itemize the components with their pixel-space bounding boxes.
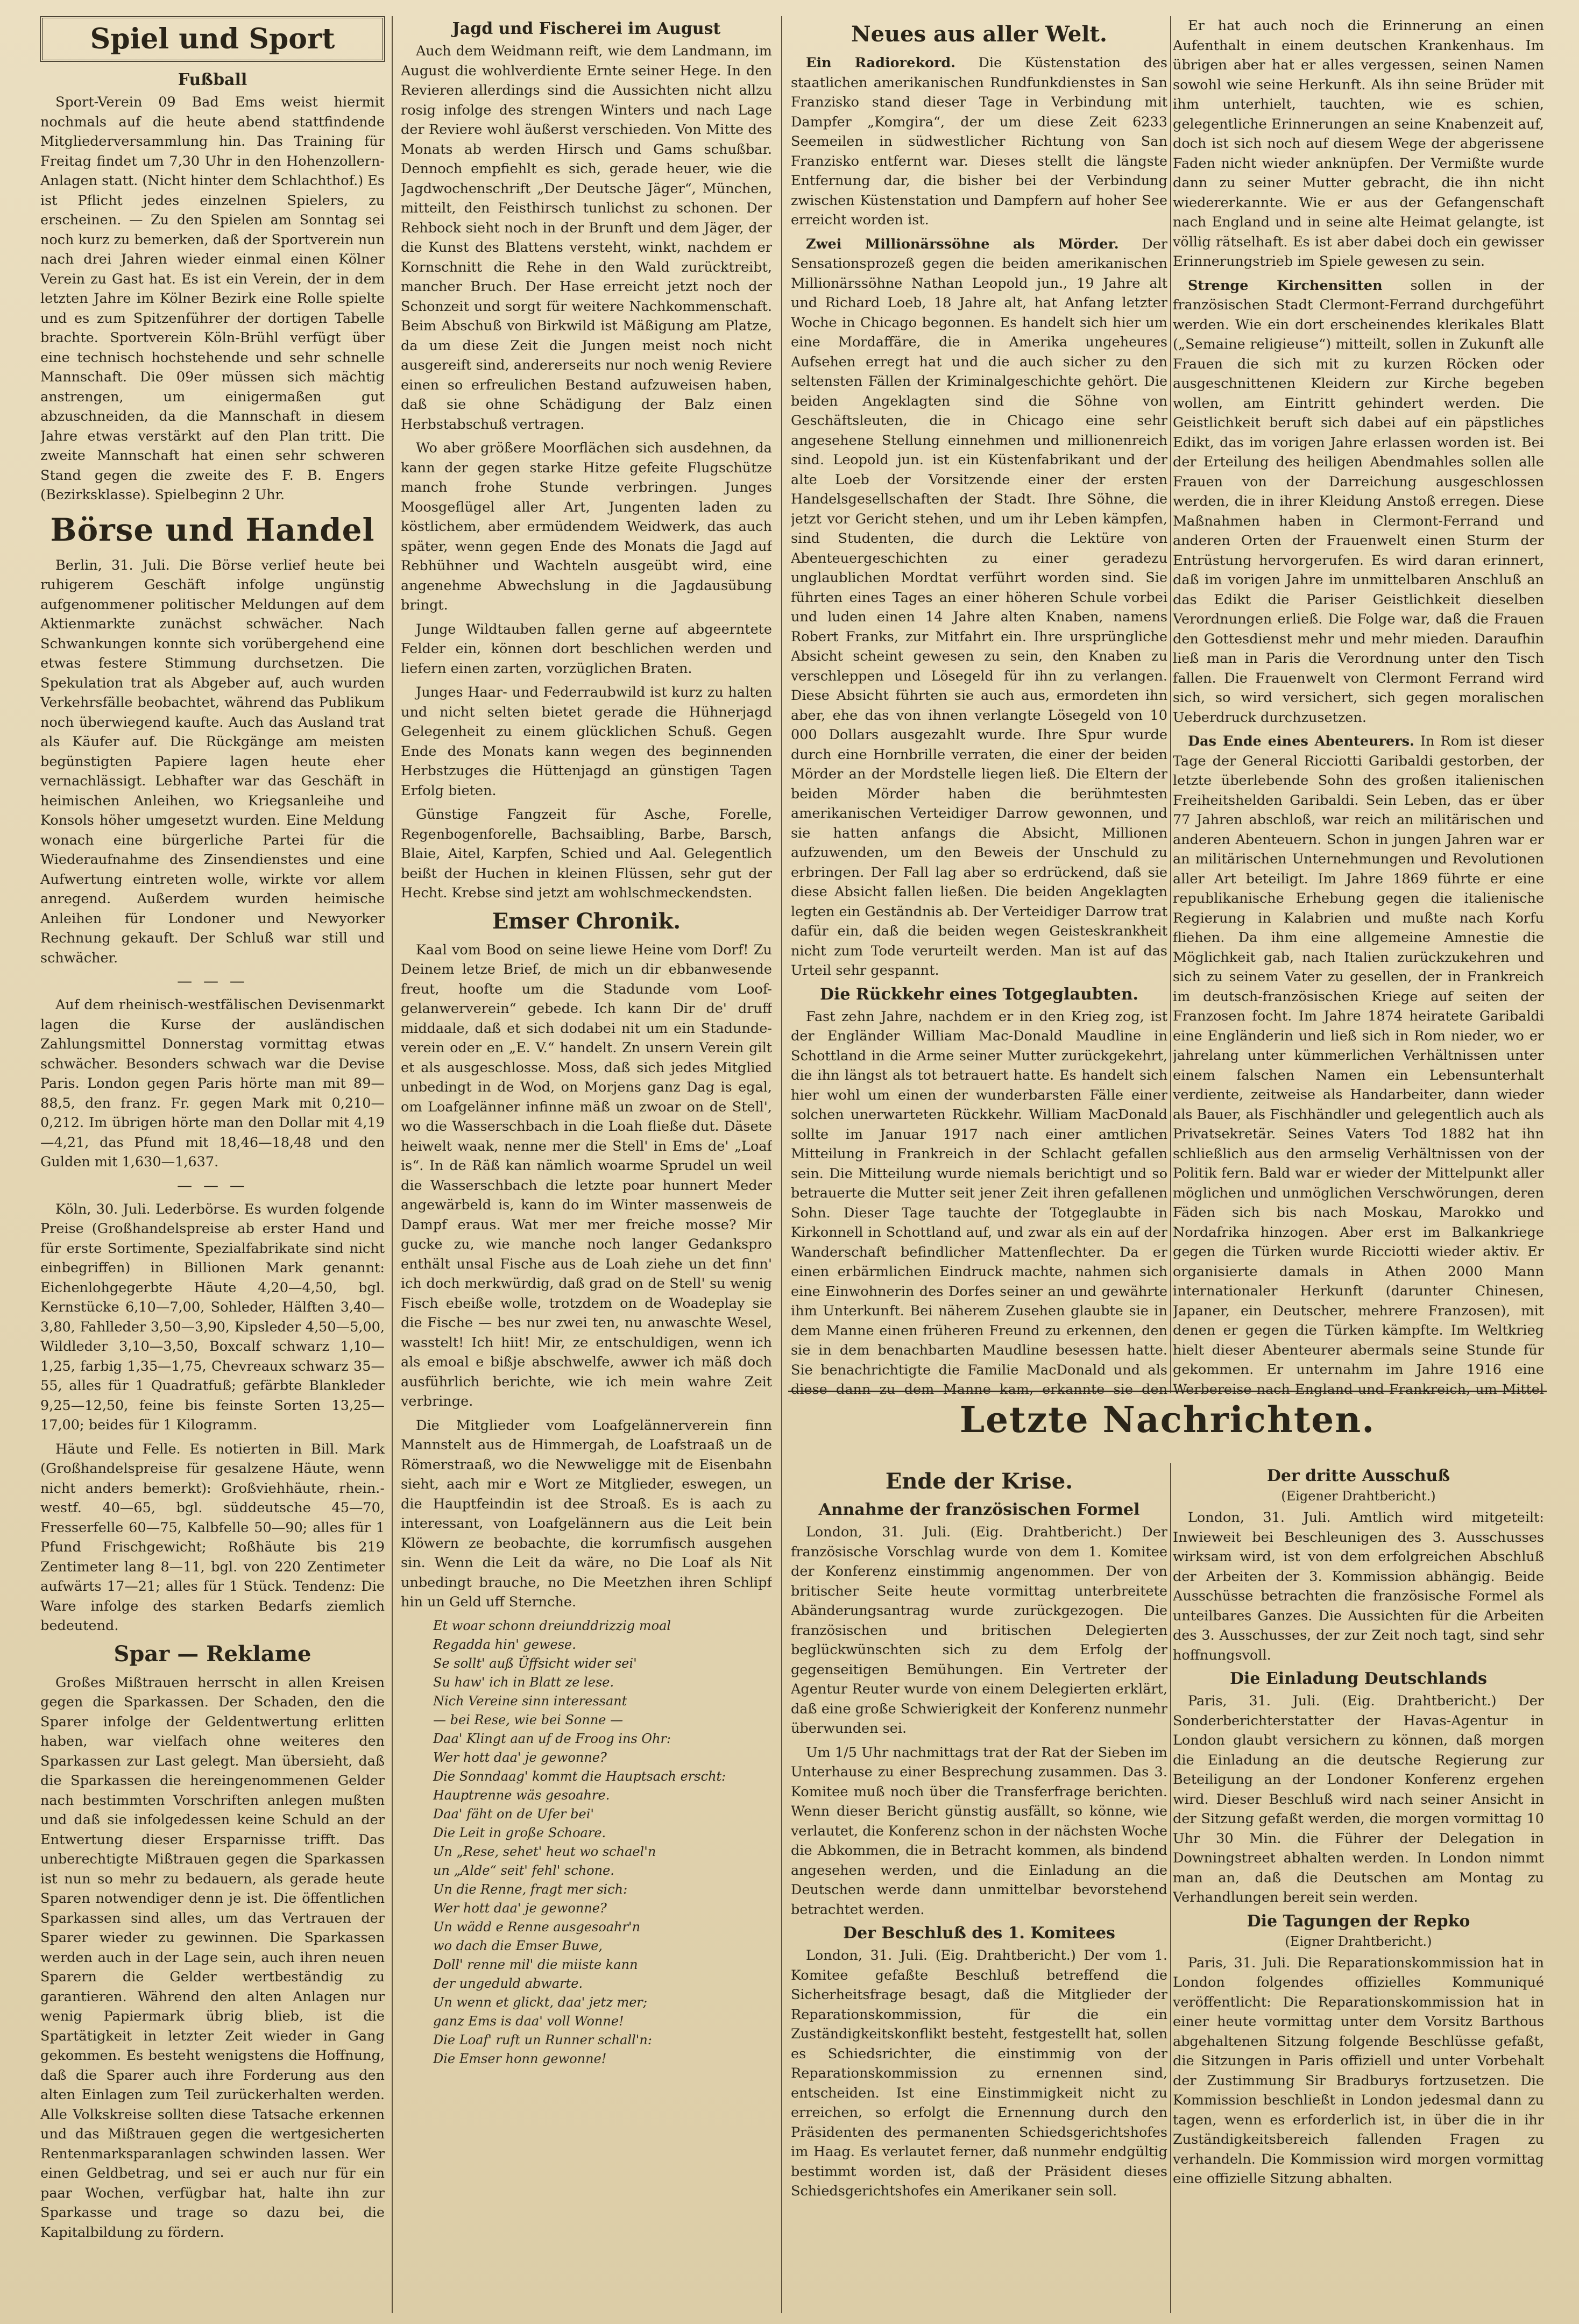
heading-repko: Die Tagungen der Repko xyxy=(1247,1911,1470,1931)
column-rule xyxy=(1170,1463,1171,2313)
heading-beschluss: Der Beschluß des 1. Komitees xyxy=(843,1924,1115,1943)
article-jagd-1: Auch dem Weidmann reift, wie dem Landmann, im August die wohlverdiente Ernte seiner Hege. In den Revieren allerdings sind die Aussichten nicht allzu rosig infolge des strengen Winters und nach Lage der Reviere wohl äußerst verschieden. Von Mitte des Monats ab werden Hirsch und Gams schußbar. Dennoch empfiehlt es sich, gerade heuer, wie die Jagdwochenschrift „Der Deutsche Jäger“, München, mitteilt, den Feisthirsch tunlichst zu schonen. Der Rehbock sieht noch in der Brunft und dem Jäger, der die Kunst des Blattens versteht, winkt, nachdem er Kornschnitt die Rehe in den Wald zurücktreibt, mancher Bruch. Der Hase erreicht jetzt noch der Schonzeit und sorgt für weitere Nachkommenschaft. Beim Abschuß von Birkwild ist Mäßigung am Platze, da um diese Zeit die Jungen meist noch nicht ausgereift sind, andererseits nur noch wenig Reviere einen so erfreulichen Bestand aufzuweisen haben, daß sie ohne Schädigung der Balz einen Herbstabschuß vertragen. xyxy=(401,43,772,433)
article-einladung: Paris, 31. Juli. (Eig. Drahtbericht.) Der Sonderberichterstatter der Havas-Agentur in London glaubt versichern zu können, daß morgen die Einladung an die deutsche Regierung zur Beteiligung an der Londoner Konferenz ergehen wird. Dieser Beschluß wird nach seiner Ansicht in der Sitzung gefaßt werden, die morgen vormittag 10 Uhr 30 Min. die Führer der Delegation in Downingstreet abhalten werden. In London nimmt man an, daß die Deutschen am Montag zu Verhandlungen bereit sein werden. xyxy=(1173,1693,1544,1905)
text-kirchensitten: sollen in der französischen Stadt Clermont-Ferrand durchgeführt werden. Wie ein dort erscheinendes klerikales Blatt („Semaine religieuse“) mitteilt, sollen in Zukunft alle Frauen die sich mit zu kurzen Röcken oder ausgeschnittenen Kleidern zur Kirche begeben wollen, am Eintritt gehindert werden. Die Geistlichkeit beruft sich dabei auf ein päpstliches Edikt, das im vorigen Jahre erlassen worden ist. Bei der Erteilung des heiligen Abendmahles sollen alle Frauen von der Darreichung ausgeschlossen werden, die in ihrer Kleidung Anstoß erregen. Diese Maßnahmen haben in Clermont-Ferrand und anderen Orten der Frauenwelt einen Sturm der Entrüstung hervorgerufen. Es wird daran erinnert, daß im vorigen Jahre im unmittelbaren Anschluß an das Edikt die Pariser Geistlichkeit dieselben Verordnungen erließ. Die Folge war, daß die Frauen den Gottesdienst mehr und mehr mieden. Daraufhin ließ man in Paris die Verordnung unter den Tisch fallen. Die Frauenwelt von Clermont Ferrand wird sich, so wird versichert, sich gegen moralischen Ueberdruck durchzusetzen. xyxy=(1173,277,1544,726)
article-emser-chronik-1: Kaal vom Bood on seine liewe Heine vom Dorf! Zu Deinem letze Brief, de mich un dir ebbanwesende freut, hoofte um die Stadunde vom Loof-gelanwerverein“ gebede. Ich kann Dir de' druff middaale, daß et sich dodabei nit um ein Stadunde-verein oder en „E. V.“ handelt. Zn unsern Verein gilt et als ausgeschlosse. Moss, daß sich jedes Mitglied unbedingt in de Wod, on Morjens ganz Dag is egal, om Loafgelänner infinne mäß un zwoar on de Stell', wo die Wasserschbach in die Loah fließe dut. Däsete heiwelt waak, nenne mer die Stell' in Ems de' „Loaf is“. In de Räß kan nämlich woarme Sprudel un weil die Wasserschbach die letzte poar hunnert Meder angewärbeld is, kann do im Winter massenweis de Dampf eraus. Wat mer mer freiche mosse? Mir gucke zu, wie manche noch langer Gedankspro enthält unsal Fische aus de Loah ziehe un det finn' ich doch merkwürdig, daß grad on de Stell' su wenig Fisch ebeiße wolle, trotzdem on de Woadeplay sie die Fische — bes nur zwei ten, nu anwaschte Wesel, wasstelt! Ich hiit! Mir, ze entschuldigen, wenn ich als emoal e bißje abschwelfe, awwer ich mäß doch ausführlich berichte, wie ich mein wahre Zeit verbringe. xyxy=(401,941,772,1409)
article-repko: Paris, 31. Juli. Die Reparationskommission hat in London folgendes offizielles Kommuniqué veröffentlicht: Die Reparationskommission hat in einer heute vormittag unter dem Vorsitz Barthous abgehaltenen Sitzung folgende Beschlüsse gefaßt, die Sitzungen in Paris offiziell und unter Vorbehalt der Zustimmung Sir Bradburys fortzusetzen. Die Kommission beschließt in London jedesmal dann zu tagen, wenn es erforderlich ist, in über die in ihr Zuständigkeitsbereich fallenden Fragen zu verhandeln. Die Kommission wird morgen vormittag eine offizielle Sitzung abhalten. xyxy=(1173,1954,1544,2187)
column-rule xyxy=(781,16,782,2313)
article-totgeglaubter: Fast zehn Jahre, nachdem er in den Krieg zog, ist der Engländer William Mac-Donald Maudline in Schottland in die Arme seiner Mutter zurückgekehrt, die ihn längst als tot betrauert hatte. Es handelt sich hier wohl um einen der wunderbarsten Fälle einer solchen unerwarteten Rückkehr. William MacDonald sollte im Januar 1917 nach einer amtlichen Mitteilung in Frankreich in der Schlacht gefallen sein. Die Mitteilung wurde niemals berichtigt und so betrauerte die Mutter seit jener Zeit ihren gefallenen Sohn. Dieser Tage tauchte der Totgeglaubte in Kirkonnell in Schottland auf, und zwar als ein auf der Wanderschaft befindlicher Mattenflechter. Da er einen erbärmlichen Eindruck machte, nahmen sich eine Einwohnerin des Dorfes seiner an und gewährte ihm Unterkunft. Bei näherem Zusehen glaubte sie in dem Manne einen früheren Freund zu erkennen, den sie in dem benachbarten Maudline besessen hatte. Sie benachrichtigte die Familie MacDonald und als diese dann zu dem Manne kam, erkannte sie den xyxy=(791,1008,1167,1398)
article-sportverein: Sport-Verein 09 Bad Ems weist hiermit nochmals auf die heute abend stattfindende Mitgliederversammlung hin. Das Training für Freitag findet um 7,30 Uhr in den Hohenzollern-Anlagen statt. (Nicht hinter dem Schlachthof.) Es ist Pflicht jedes einzelnen Spielers, zu erscheinen. — Zu den Spielen am Sonntag sei noch kurz zu bemerken, daß der Sportverein nun nach drei Jahren wieder einmal einen Kölner Verein zu Gast hat. Es ist ein Verein, der in dem letzten Jahre im Kölner Bezirk eine Rolle spielte und es zum Spitzenführer der dortigen Tabelle brachte. Sportverein Köln-Brühl verfügt über eine technisch hochstehende und sehr schnelle Mannschaft. Die 09er müssen sich mächtig anstrengen, um einigermaßen gut abzuschneiden, da die Mannschaft in diesem Jahre etwas verstärkt auf den Plan tritt. Die zweite Mannschaft hat einen sehr schweren Stand gegen die zweite des F. B. Engers (Bezirksklasse). Spielbeginn 2 Uhr. xyxy=(40,94,385,503)
section-title-sport: Spiel und Sport xyxy=(40,16,385,62)
section-title-boerse: Börse und Handel xyxy=(50,511,375,548)
lead-totgeglaubter: Die Rückkehr eines Totgeglaubten. xyxy=(819,984,1138,1004)
column-3 xyxy=(791,16,1167,1399)
article-millionaerssoehne xyxy=(791,235,1167,981)
article-ausschuss: London, 31. Juli. Amtlich wird mitgeteilt: Inwieweit bei Beschleunigen des 3. Ausschusses wirksam wird, ist von dem erfolgreichen Abschluß der Arbeiten der 3. Kommission abhängig. Beide Ausschüsse betrachten die französische Formel als unteilbares Ganzes. Die Aussichten für die Arbeiten des 3. Ausschusses, der zur Zeit noch tagt, sind sehr hoffnungsvoll. xyxy=(1173,1510,1544,1663)
text-radiorekord: Die Küstenstation des staatlichen amerikanischen Rundfunkdienstes in San Franzisko stand dieser Tage in Verbindung mit Dampfer „Komgira“, der um diese Zeit 6233 Seemeilen in südwestlicher Richtung von San Franzisko entfernt war. Dieses stellt die längste Entfernung dar, die bisher bei der Verbindung zwischen Küstenstation und Dampfern auf hoher See erreicht worden ist. xyxy=(791,55,1167,228)
article-spar-reklame: Großes Mißtrauen herrscht in allen Kreisen gegen die Sparkassen. Der Schaden, den die Sparer infolge der Geldentwertung erlitten haben, war vielfach ohne weiteres den Sparkassen zur Last gelegt. Man übersieht, daß die Sparkassen die hereingenommenen Gelder nach bestimmten Vorschriften anlegen mußten und daß sie infolgedessen keine Schuld an der Entwertung dieser Ersparnisse trifft. Das unberechtigte Mißtrauen gegen die Sparkassen ist nun so mehr zu bedauern, als gerade heute Sparen notwendiger denn je ist. Die öffentlichen Sparkassen sind alles, um das Vertrauen der Sparer wieder zu gewinnen. Die Sparkassen werden auch in der Lage sein, auch ihren neuen Sparern die Gelder wertbeständig zu garantieren. Während den alten Anlagen nur wenig Papiermark übrig blieb, ist die Spartätigkeit in letzter Zeit wieder in Gang gekommen. Es besteht wenigstens die Hoffnung, daß die Sparer auch ihre Forderung aus den alten Einlagen zum Teil zurückerhalten werden. Alle Volkskreise sollten diese Tatsache erkennen und das Mißtrauen gegen die wertgesicherten Rentenmarksparanlagen schwinden lassen. Wer einen Geldbetrag, und sei er auch nur für ein paar Wochen, verfügbar hat, halte ihn zur Sparkasse und trage so dazu bei, die Kapitalbildung zu fördern. xyxy=(40,1674,385,2241)
banner-letzte-nachrichten: Letzte Nachrichten. xyxy=(959,1399,1376,1441)
article-emser-chronik-2: Die Mitglieder vom Loafgelännerverein finn Mannstelt aus de Himmergah, de Loafstraaß un de Römerstraaß, wo die Newweligge mit de Eisenbahn sieht, aach mir e Wort ze Mitglieder, eswegen, un die Hauptfeindin ist dee Stroaß. Es is aach zu interessant, von Loafgelännern aus die Leit bein Klöwern ze beobachte, die korrumfisch ausgehen sin. Wenn die Leit da wäre, no Die Loaf als Nit unbedingt brauche, no Die Meetzhen ihren Schlipf hin un Geld uff Sternche. xyxy=(401,1417,772,1610)
column-2 xyxy=(401,16,772,2313)
subheading-formel: Annahme der französischen Formel xyxy=(818,1500,1140,1519)
subheading-ausschuss: (Eigener Drahtbericht.) xyxy=(1281,1489,1436,1504)
article-devisenmarkt: Auf dem rheinisch-westfälischen Devisenmarkt lagen die Kurse der ausländischen Zahlungsmittel Donnerstag vormittag etwas schwächer. Besonders schwach war die Devise Paris. London gegen Paris hörte man mit 89—88,5, den franz. Fr. gegen Mark mit 0,210—0,212. Im übrigen hörte man den Dollar mit 4,19—4,21, das Pfund mit 18,46—18,48 und den Gulden mit 1,630—1,637. xyxy=(40,997,385,1170)
article-beschluss: London, 31. Juli. (Eig. Drahtbericht.) Der vom 1. Komitee gefaßte Beschluß betreffend die Sicherheitsfrage besagt, daß die Mitglieder der Reparationskommission, für die ein Zuständigkeitskonflikt besteht, festgestellt hat, sollen es Schiedsrichter, die einstimmig von der Reparationskommission zu ernennen sind, entscheiden. Ist eine Einstimmigkeit nicht zu erreichen, so erfolgt die Ernennung durch den Präsidenten des permanenten Schiedsgerichtshofes im Haag. Es verlautet ferner, daß nunmehr endgültig bestimmt worden ist, daß der Präsident dieses Schiedsgerichtshofes ein Amerikaner sein soll. xyxy=(791,1947,1167,2199)
heading-ausschuss: Der dritte Ausschuß xyxy=(1266,1466,1450,1485)
heading-emser-chronik: Emser Chronik. xyxy=(492,908,681,934)
column-rule xyxy=(392,16,393,2313)
column-3-bottom xyxy=(791,1463,1167,2313)
article-ende-krise-2: Um 1/5 Uhr nachmittags trat der Rat der Sieben im Unterhause zu einer Besprechung zusammen. Das 3. Komitee muß noch über die Transferfrage berichten. Wenn dieser Bericht günstig ausfällt, so könne, wie verlautet, die Konferenz schon in der nächsten Woche die Abkommen, die in Betracht kommen, als bindend angesehen werden, und die Einladung an die Deutschen werde dann unmittelbar bevorstehend betrachtet werden. xyxy=(791,1744,1167,1918)
lead-kirchensitten: Strenge Kirchensitten xyxy=(1188,277,1383,294)
text-abenteurer: In Rom ist dieser Tage der General Ricciotti Garibaldi gestorben, der letzte überlebende Sohn des großen italienischen Freiheitshelden Garibaldi. Sein Leben, das er über 77 Jahren abschloß, war reich an militärischen und anderen Abenteuern. Schon in jungen Jahren war er an militärischen Unternehmungen und Revolutionen aller Art beteiligt. Im Jahre 1869 führte er eine republikanische Erhebung gegen die italienische Regierung in Kalabrien und mußte nach Korfu fliehen. Da ihm eine allgemeine Amnestie die Möglichkeit gab, nach Italien zurückzukehren und sich zu seinem Vater zu gesellen, der in Frankreich im deutsch-französischen Kriege auf seiten der Franzosen focht. Im Jahre 1874 heiratete Garibaldi eine Engländerin und ließ sich in Rom nieder, wo er jahrelang unter kümmerlichen Verhältnissen unter einem falschen Namen ein Lebensunterhalt verdiente, zeitweise als Handarbeiter, dann wieder als Bauer, als Fischhändler und gelegentlich auch als Privatsekretär. Seines Vaters Tod 1882 hat ihn schließlich aus den armselig Verhältnissen von der Politik fern. Bald war er wieder der Mittelpunkt aller möglichen und unmöglichen Verschwörungen, deren Fäden sich bis nach Moskau, Marokko und Nordafrika hinzogen. Aber erst im Balkankriege gegen die Türken wurde Ricciotti wieder aktiv. Er organisierte damals in Athen 2000 Mann internationaler Herkunft (darunter Chinesen, Japaner, ein Deutscher, mehrere Franzosen), mit denen er gegen die Türken kämpfte. Im Weltkrieg hielt dieser Abenteurer abermals seine Stunde für gekommen. Er unternahm im Jahre 1916 eine Werbereise nach England und Frankreich, um Mittel xyxy=(1173,733,1544,1398)
column-4 xyxy=(1173,16,1544,1399)
poem-regatta: Et woar schonn dreiunddrizzig moal Regadda hin' gewese. Se sollt' auß Üffsicht wider sei' Su haw' ich in Blatt ze lese. Nich Vereine sinn interessant — bei Rese, wie bei Sonne — Daa' Klingt aan uf de Froog ins Ohr: Wer hott daa' je gewonne? Die Sonndaag' kommt die Hauptsach erscht: Hauptrenne wäs gesoahre. Daa' fäht on de Ufer bei' Die Leit in große Schoare. Un „Rese, sehet' heut wo schael'n un „Alde“ seit' fehl' schone. Un die Renne, fragt mer sich: Wer hott daa' je gewonne? Un wädd e Renne ausgesoahr'n wo dach die Emser Buwe, Doll' renne mil' die miiste kann der ungeduld abwarte. Un wenn et glickt, daa' jetz mer; ganz Ems is daa' voll Wonne! Die Loaf' ruft un Runner schall'n: Die Emser honn gewonne! xyxy=(433,1618,726,2066)
lead-millionaerssoehne: Zwei Millionärssöhne als Mörder. xyxy=(806,236,1119,252)
heading-einladung: Die Einladung Deutschlands xyxy=(1229,1669,1488,1688)
heading-ende-krise: Ende der Krise. xyxy=(885,1469,1073,1494)
article-jagd-5: Günstige Fangzeit für Asche, Forelle, Regenbogenforelle, Bachsaibling, Barbe, Barsch, Blaie, Aitel, Karpfen, Schied und Aal. Gelegentlich beißt der Huchen in kleinen Flüssen, sehr gut der Hecht. Krebse sind jetzt am wohlschmeckendsten. xyxy=(401,806,772,901)
article-radiorekord xyxy=(791,53,1167,230)
column-1 xyxy=(40,16,385,2313)
article-boerse-berlin: Berlin, 31. Juli. Die Börse verlief heute bei ruhigerem Geschäft infolge ungünstig aufgenommener politischer Meldungen auf dem Aktienmarkte zunächst schwächer. Nach Schwankungen konnte sich vorübergehend eine etwas festere Stimmung durchsetzen. Die Spekulation trat als Abgeber auf, auch wurden Verkehrsfälle beobachtet, während das Publikum noch überwiegend kaufte. Auch das Ausland trat als Käufer auf. Die Rückgänge am meisten begünstigten Papiere lagen heute eher vernachlässigt. Lebhafter war das Geschäft in heimischen Anleihen, wo Kriegsanleihe und Konsols höher umgesetzt wurden. Eine Meldung wonach eine bürgerliche Partei für die Wiederaufnahme des Zinsendienstes und eine Aufwertung eintreten wolle, wirkte vor allem anregend. Außerdem wurden heimische Anleihen für Londoner und Newyorker Rechnung gekauft. Der Schluß war still und schwächer. xyxy=(40,557,385,966)
heading-spar-reklame: Spar — Reklame xyxy=(114,1641,311,1667)
article-haeute-felle: Häute und Felle. Es notierten in Bill. Mark (Großhandelspreise für gesalzene Häute, wenn nicht anders bemerkt): Großviehhäute, rhein.-westf. 40—65, bgl. süddeutsche 45—70, Fresserfelle 60—75, Kalbfelle 50—90; alles für 1 Pfund Frischgewicht; Roßhäute bis 219 Zentimeter lang 8—11, bgl. von 220 Zentimeter aufwärts 17—21; alles für 1 Stück. Tendenz: Die Ware infolge des starken Bedarfs ziemlich bedeutend. xyxy=(40,1441,385,1634)
article-ende-krise-1: London, 31. Juli. (Eig. Drahtbericht.) Der französische Vorschlag wurde von dem 1. Komitee der Konferenz einstimmig angenommen. Der von britischer Seite heute vormittag unterbreitete Abänderungsantrag wurde zurückgezogen. Die französischen und britischen Delegierten beglückwünschten sich zu dem Erfolg der gegenseitigen Bemühungen. Ein Vertreter der Agentur Reuter wurde von einem Delegierten erklärt, daß eine große Schwierigkeit der Konferenz nunmehr überwunden sei. xyxy=(791,1524,1167,1737)
subheading-fussball: Fußball xyxy=(178,70,247,89)
article-jagd-4: Junges Haar- und Federraubwild ist kurz zu halten und nicht selten bietet gerade die Hühnerjagd Gelegenheit zu einem glücklichen Schuß. Gegen Ende des Monats kann wegen des beginnenden Herbstzuges die Hüttenjagd an günstigen Tagen Erfolg bieten. xyxy=(401,684,772,799)
column-rule xyxy=(1170,16,1171,1393)
subheading-repko: (Eigner Drahtbericht.) xyxy=(1285,1933,1432,1949)
separator: — — — xyxy=(177,972,248,990)
separator: — — — xyxy=(177,1176,248,1194)
text-millionaerssoehne: Der Sensationsprozeß gegen die beiden amerikanischen Millionärssöhne Nathan Leopold jun., 19 Jahre alt und Richard Loeb, 18 Jahre alt, hat Anfang letzter Woche in Chicago begonnen. Es handelt sich hier um eine Mordaffäre, die in Amerika ungeheures Aufsehen erregt hat und die auch sicher zu den seltensten Fällen der Kriminalgeschichte gehört. Die beiden Angeklagten sind die Söhne von Geschäftsleuten, die in Chicago eine sehr angesehene Stellung einnehmen und millionenreich sind. Leopold jun. ist ein Küstenfabrikant und der alte Loeb der Vorsitzende einer der ersten Handelsgesellschaften der Stadt. Ihre Söhne, die jetzt vor Gericht stehen, und um ihr Leben kämpfen, sind Studenten, die durch die Lektüre von Abenteuergeschichten zu einer geradezu unglaublichen Mordtat verführt worden sind. Sie führten eines Tages an einer höheren Schule vorbei und luden einen 14 Jahre alten Knaben, namens Robert Franks, zur Mitfahrt ein. Ihre ursprüngliche Absicht scheint gewesen zu sein, den Knaben zu verschleppen und Lösegeld für ihn zu verlangen. Diese Absicht führten sie auch aus, ermordeten ihn aber, ehe das von ihnen verlangte Lösegeld von 10 000 Dollars ausgezahlt wurde. Ihre Spur wurde durch eine Hornbrille verraten, die einer der beiden Mörder an der Mordstelle liegen ließ. Die Eltern der beiden Mörder haben die berühmtesten amerikanischen Verteidiger Darrow gewonnen, und sie hatten anfangs die Absicht, Millionen aufzuwenden, um den Beweis der Unschuld zu erbringen. Der Fall lag aber so erdrückend, daß sie diese Absicht fallen ließen. Die beiden Angeklagten legten ein Geständnis ab. Der Verteidiger Darrow trat dafür ein, daß die beiden wegen Geisteskrankheit nicht zum Tode verurteilt werden. Man ist auf das Urteil sehr gespannt. xyxy=(791,236,1167,979)
article-abenteurer xyxy=(1173,732,1544,1399)
article-kirchensitten xyxy=(1173,276,1544,728)
column-4-bottom xyxy=(1173,1463,1544,2313)
article-jagd-3: Junge Wildtauben fallen gerne auf abgeerntete Felder ein, können dort beschlichen werden und liefern einen zarten, vorzüglichen Braten. xyxy=(401,621,772,677)
lead-abenteurer: Das Ende eines Abenteurers. xyxy=(1188,733,1414,749)
article-jagd-2: Wo aber größere Moorflächen sich ausdehnen, da kann der gegen starke Hitze gefeite Flugschütze manch frohe Stunde verbringen. Junges Moosgeflügel aller Art, Jungenten laden zu köstlichem, aber ermüdendem Weidwerk, das auch später, wenn gegen Ende des Monats die Jagd auf Rebhühner und Wachteln ausgeübt wird, eine angenehme Abwechslung in die Jagdausübung bringt. xyxy=(401,440,772,613)
article-lederboerse: Köln, 30. Juli. Lederbörse. Es wurden folgende Preise (Großhandelspreise ab erster Hand und für erste Sortimente, Spezialfabrikate sind nicht einbegriffen) in Billionen Mark genannt: Eichenlohgegerbte Häute 4,20—4,50, bgl. Kernstücke 6,10—7,00, Sohleder, Hälften 3,40—3,80, Fahlleder 3,50—3,90, Kipsleder 4,50—5,00, Wildleder 3,10—3,50, Boxcalf schwarz 1,10—1,25, farbig 1,35—1,75, Chevreaux schwarz 35—55, alles für 1 Quadratfuß; gefärbte Blankleder 9,25—12,50, feine bis feinste Sorten 13,25—17,00; beides für 1 Kilogramm. xyxy=(40,1201,385,1433)
heading-jagd: Jagd und Fischerei im August xyxy=(452,19,721,38)
article-totgeglaubter-cont: Er hat auch noch die Erinnerung an einen Aufenthalt in einem deutschen Krankenhaus. Im übrigen aber hat er alles vergessen, seinen Namen sowohl wie seine Herkunft. Als ihn seine Brüder mit ihm unterhielt, tauchten, wie es schien, gelegentliche Erinnerungen an seine Knabenzeit auf, doch ist sich noch auf diesem Wege der abgerissene Faden nicht wieder anknüpfen. Der Vermißte wurde dann zu seiner Mutter gebracht, die ihn nicht wiedererkannte. Wie er aus der Gefangenschaft nach England und in seine alte Heimat gelangte, ist völlig rätselhaft. Es ist aber dabei doch ein gewisser Erinnerungstrieb im Spiele gewesen zu sein. xyxy=(1173,18,1544,270)
heading-neues: Neues aus aller Welt. xyxy=(851,22,1107,47)
lead-radiorekord: Ein Radiorekord. xyxy=(806,55,956,71)
